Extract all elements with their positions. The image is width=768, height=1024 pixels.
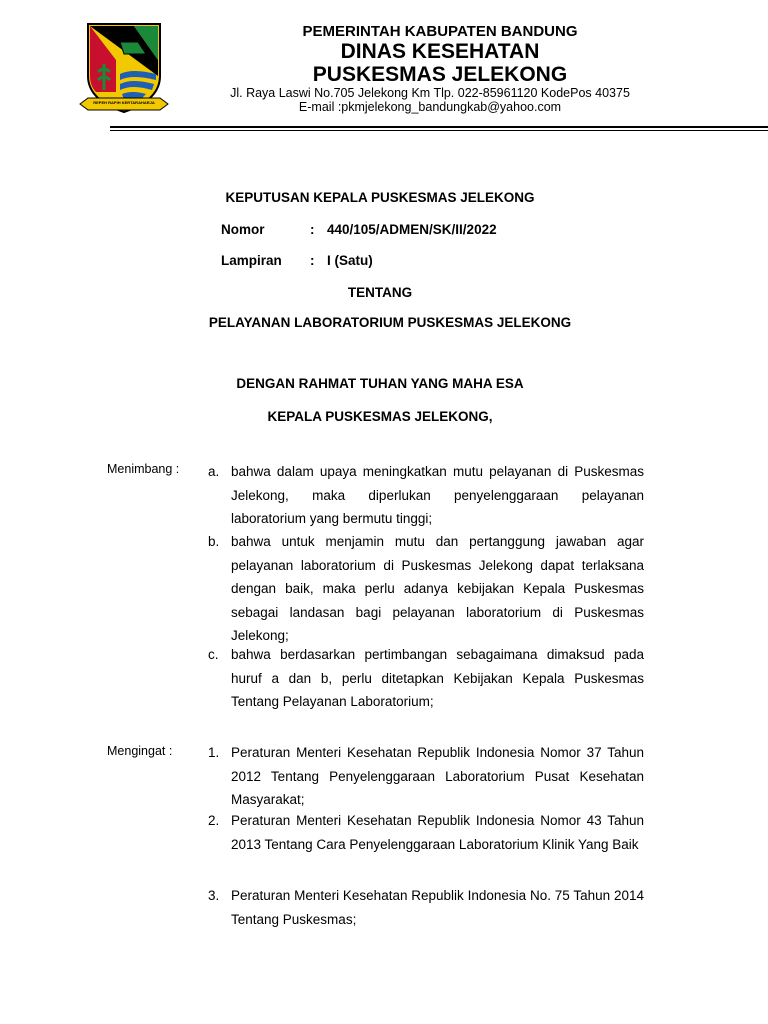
lampiran-label: Lampiran bbox=[221, 253, 282, 268]
tentang-heading: TENTANG bbox=[347, 285, 413, 300]
mengingat-label: Mengingat : bbox=[107, 744, 173, 758]
item-marker: b. bbox=[208, 534, 220, 549]
letterhead-rule-thick bbox=[110, 126, 768, 128]
letterhead-email: E-mail :pkmjelekong_bandungkab@yahoo.com bbox=[298, 100, 562, 114]
decree-subject: PELAYANAN LABORATORIUM PUSKESMAS JELEKONG bbox=[208, 315, 572, 330]
mengingat-item bbox=[208, 884, 644, 931]
nomor-colon: : bbox=[310, 222, 315, 237]
item-marker: 2. bbox=[208, 813, 220, 828]
menimbang-item bbox=[208, 460, 644, 531]
menimbang-item bbox=[208, 643, 644, 714]
letterhead-address: Jl. Raya Laswi No.705 Jelekong Km Tlp. 022-85961120 KodePos 40375 bbox=[230, 86, 630, 100]
letterhead-government: PEMERINTAH KABUPATEN BANDUNG bbox=[302, 23, 578, 40]
item-text: Peraturan Menteri Kesehatan Republik Indonesia No. 75 Tahun 2014 Tentang Puskesmas; bbox=[231, 888, 644, 927]
item-text: bahwa berdasarkan pertimbangan sebagaimana dimaksud pada huruf a dan b, perlu ditetapkan Kebijakan Kepala Puskesmas Tentang Pelayanan Laboratorium; bbox=[231, 647, 644, 709]
mengingat-item bbox=[208, 741, 644, 812]
letterhead-department: DINAS KESEHATAN bbox=[340, 40, 540, 63]
letterhead-rule-thin bbox=[110, 130, 768, 131]
letterhead-institution: PUSKESMAS JELEKONG bbox=[312, 63, 568, 86]
item-text: bahwa dalam upaya meningkatkan mutu pelayanan di Puskesmas Jelekong, maka diperlukan penyelenggaraan pelayanan laboratorium yang bermutu tinggi; bbox=[231, 464, 644, 526]
item-text: Peraturan Menteri Kesehatan Republik Indonesia Nomor 43 Tahun 2013 Tentang Cara Penyelenggaraan Laboratorium Klinik Yang Baik bbox=[231, 813, 644, 852]
authority-line: KEPALA PUSKESMAS JELEKONG, bbox=[267, 409, 493, 424]
lampiran-colon: : bbox=[310, 253, 315, 268]
lampiran-value: I (Satu) bbox=[327, 253, 373, 268]
nomor-value: 440/105/ADMEN/SK/II/2022 bbox=[327, 222, 497, 237]
item-text: Peraturan Menteri Kesehatan Republik Indonesia Nomor 37 Tahun 2012 Tentang Penyelenggaraan Laboratorium Pusat Kesehatan Masyarakat; bbox=[231, 745, 644, 807]
menimbang-label: Menimbang : bbox=[107, 462, 180, 476]
item-marker: a. bbox=[208, 464, 220, 479]
item-marker: 3. bbox=[208, 888, 220, 903]
item-text: bahwa untuk menjamin mutu dan pertanggung jawaban agar pelayanan laboratorium di Puskesmas Jelekong dapat terlaksana dengan baik, maka perlu adanya kebijakan Kepala Puskesmas sebagai landasan bagi pelayanan laboratorium di Puskesmas Jelekong; bbox=[231, 534, 644, 643]
mengingat-item bbox=[208, 809, 644, 856]
item-marker: c. bbox=[208, 647, 219, 662]
blessing-line: DENGAN RAHMAT TUHAN YANG MAHA ESA bbox=[236, 376, 524, 391]
nomor-label: Nomor bbox=[221, 222, 265, 237]
menimbang-item bbox=[208, 530, 644, 648]
item-marker: 1. bbox=[208, 745, 220, 760]
decree-title: KEPUTUSAN KEPALA PUSKESMAS JELEKONG bbox=[225, 190, 535, 205]
logo-motto: REPEH RAPIH KERTARAHARJA bbox=[93, 100, 155, 105]
